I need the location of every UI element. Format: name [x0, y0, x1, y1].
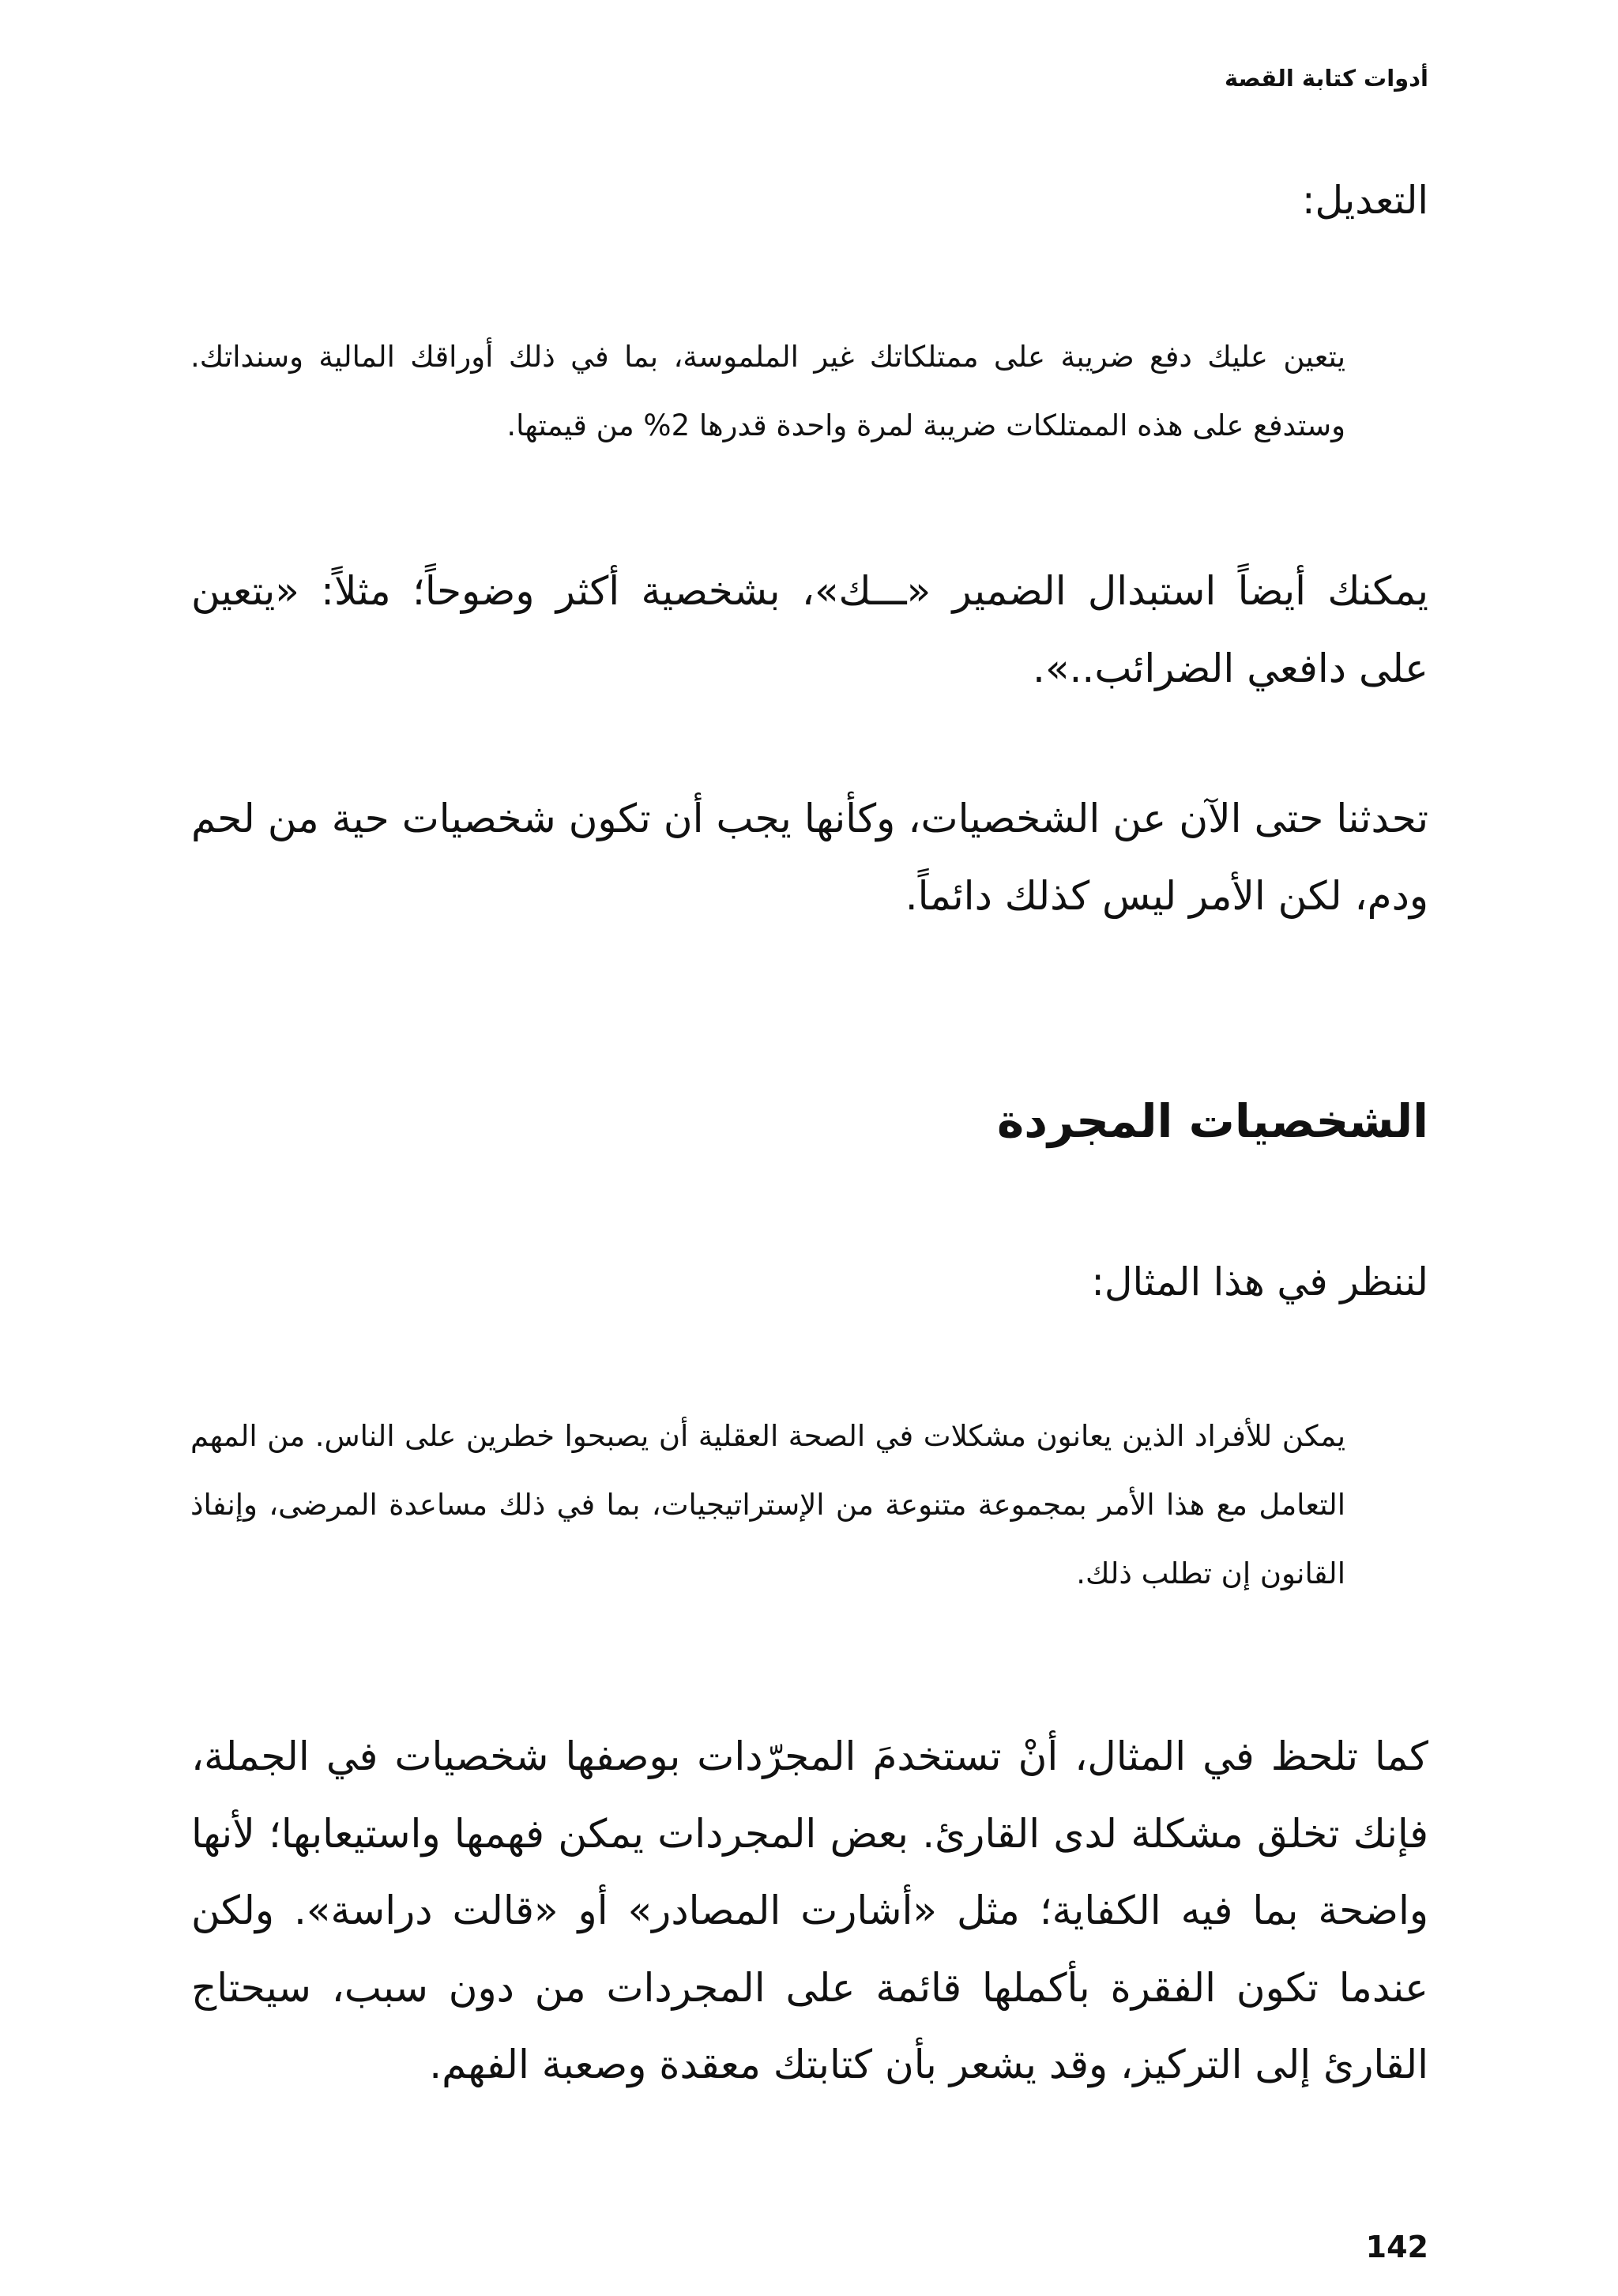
running-header-title: أدوات كتابة القصة: [1224, 65, 1428, 92]
abstractions-paragraph: كما تلحظ في المثال، أنْ تستخدمَ المجرّدات بوصفها شخصيات في الجملة، فإنك تخلق مشكلة لدى القارئ. بعض المجردات يمكن فهمها واستيعابها؛ لأنها واضحة بما فيه الكفاية؛ مثل «أشارت المصادر» أو «قالت دراسة». ولكن عندما تكون الفقرة بأكملها قائمة على المجردات من دون سبب، سيحتاج القارئ إلى التركيز، وقد يشعر بأن كتابتك معقدة وصعبة الفهم.: [191, 1733, 1428, 2087]
edit-label: التعديل:: [1302, 178, 1428, 223]
tax-example-quote: يتعين عليك دفع ضريبة على ممتلكاتك غير الملموسة، بما في ذلك أوراقك المالية وسنداتك. وستدفع على هذه الممتلكات ضريبة لمرة واحدة قدرها 2% من قيمتها.: [190, 340, 1345, 442]
pronoun-replacement-paragraph: يمكنك أيضاً استبدال الضمير «ـــك»، بشخصية أكثر وضوحاً؛ مثلاً: «يتعين على دافعي الضرائب..».: [191, 568, 1428, 691]
characters-paragraph: تحدثنا حتى الآن عن الشخصيات، وكأنها يجب أن تكون شخصيات حية من لحم ودم، لكن الأمر ليس كذلك دائماً.: [191, 796, 1428, 919]
mental-health-example-quote: يمكن للأفراد الذين يعانون مشكلات في الصحة العقلية أن يصبحوا خطرين على الناس. من المهم التعامل مع هذا الأمر بمجموعة متنوعة من الإستراتيجيات، بما في ذلك مساعدة المرضى، وإنفاذ القانون إن تطلب ذلك.: [190, 1419, 1345, 1590]
page-number: 142: [1365, 2230, 1428, 2264]
section-heading-abstract-characters: الشخصيات المجردة: [997, 1094, 1428, 1148]
example-intro-label: لننظر في هذا المثال:: [1091, 1259, 1428, 1304]
